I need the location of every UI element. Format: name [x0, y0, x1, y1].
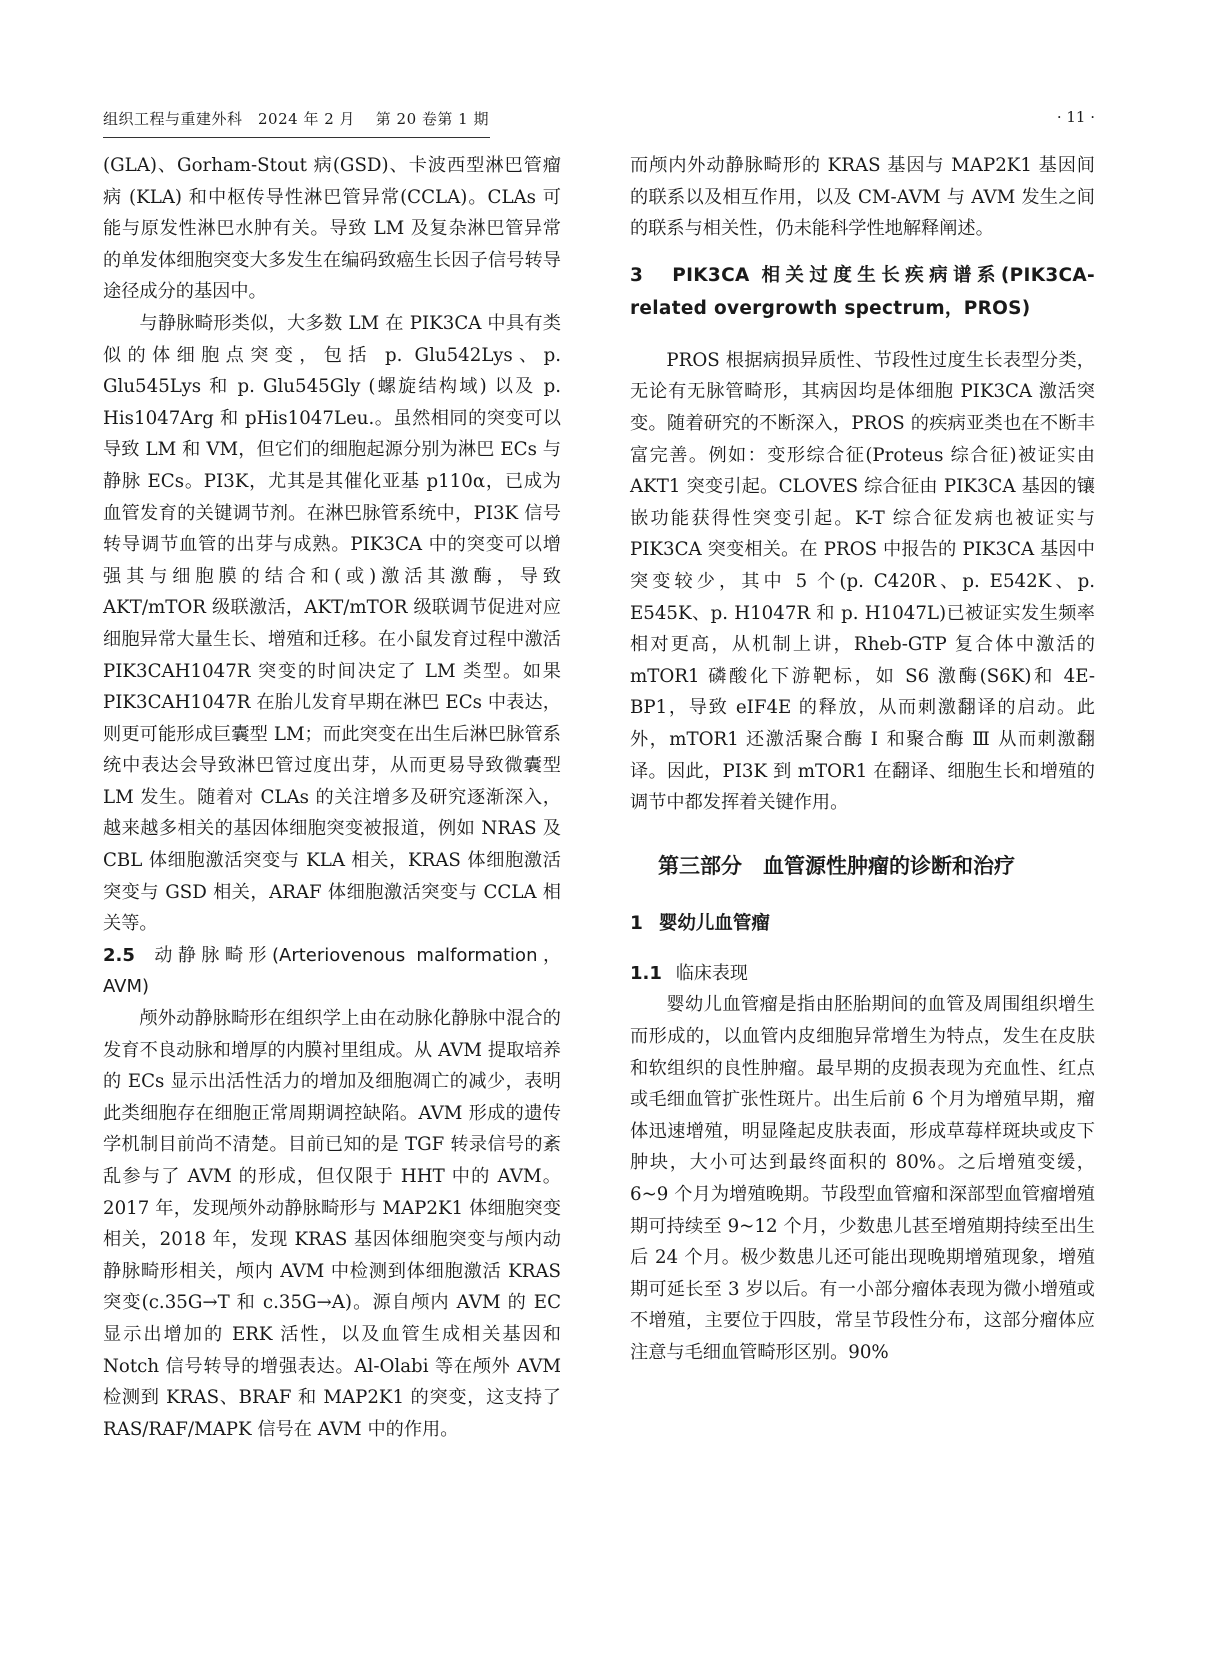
section-heading-3: 3 PIK3CA 相关过度生长疾病谱系(PIK3CA-related overgrowth spectrum，PROS) [630, 264, 1095, 319]
header-rule [103, 137, 490, 138]
section-number: 1.1 [630, 962, 662, 984]
paragraph: PROS 根据病损异质性、节段性过度生长表型分类，无论有无脉管畸形，其病因均是体细胞 PIK3CA 激活突变。随着研究的不断深入，PROS 的疾病亚类也在不断丰富完善。例如：变形综合征(Proteus 综合征)被证实由 AKT1 突变引起。CLOVES 综合征由 PIK3CA 基因的镶嵌功能获得性突变引起。K-T 综合征发病也被证实与 PIK3CA 突变相关。在 PROS 中报告的 PIK3CA 基因中突变较少，其中 5 个(p. C420R、p. E542K、p. E545K、p. H1047R 和 p. H1047L)已被证实发生频率相对更高，从机制上讲，Rheb-GTP 复合体中激活的 mTOR1 磷酸化下游靶标，如 S6 激酶(S6K)和 4E-BP1，导致 eIF4E 的释放，从而刺激翻译的启动。此外，mTOR1 还激活聚合酶 Ⅰ 和聚合酶 Ⅲ 从而刺激翻译。因此，PI3K 到 mTOR1 在翻译、细胞生长和增殖的调节中都发挥着关键作用。 [630, 349, 1095, 814]
paragraph: 婴幼儿血管瘤是指由胚胎期间的血管及周围组织增生而形成的，以血管内皮细胞异常增生为特点，发生在皮肤和软组织的良性肿瘤。最早期的皮损表现为充血性、红点或毛细血管扩张性斑片。出生后前 6 个月为增殖早期，瘤体迅速增殖，明显隆起皮肤表面，形成草莓样斑块或皮下肿块，大小可达到最终面积的 80%。之后增殖变缓，6~9 个月为增殖晚期。节段型血管瘤和深部型血管瘤增殖期可持续至 9~12 个月，少数患儿甚至增殖期持续至出生后 24 个月。极少数患儿还可能出现晚期增殖现象，增殖期可延长至 3 岁以后。有一小部分瘤体表现为微小增殖或不增殖，主要位于四肢，常呈节段性分布，这部分瘤体应注意与毛细血管畸形区别。90% [630, 994, 1095, 1363]
left-column [103, 150, 561, 1445]
section-heading-1 [630, 908, 1095, 940]
paragraph: 而颅内外动静脉畸形的 KRAS 基因与 MAP2K1 基因间的联系以及相互作用，以及 CM-AVM 与 AVM 发生之间的联系与相关性，仍未能科学性地解释阐述。 [630, 155, 1095, 240]
paragraph: 颅外动静脉畸形在组织学上由在动脉化静脉中混合的发育不良动脉和增厚的内膜衬里组成。从 AVM 提取培养的 ECs 显示出活性活力的增加及细胞凋亡的减少，表明此类细胞存在细胞正常周期调控缺陷。AVM 形成的遗传学机制目前尚不清楚。目前已知的是 TGF 转录信号的紊乱参与了 AVM 的形成，但仅限于 HHT 中的 AVM。2017 年，发现颅外动静脉畸形与 MAP2K1 体细胞突变相关，2018 年，发现 KRAS 基因体细胞突变与颅内动静脉畸形相关，颅内 AVM 中检测到体细胞激活 KRAS 突变(c.35G→T 和 c.35G→A)。源自颅内 AVM 的 EC 显示出增加的 ERK 活性，以及血管生成相关基因和 Notch 信号转导的增强表达。Al-Olabi 等在颅外 AVM 检测到 KRAS、BRAF 和 MAP2K1 的突变，这支持了 RAS/RAF/MAPK 信号在 AVM 中的作用。 [103, 1008, 561, 1440]
section-title: 临床表现 [675, 962, 748, 984]
page-number: · 11 · [1056, 108, 1095, 126]
section-number: 2.5 [103, 944, 135, 966]
part-heading: 第三部分 血管源性肿瘤的诊断和治疗 [658, 853, 1015, 878]
section-title: 动静脉畸形(Arteriovenous malformation，AVM) [103, 944, 561, 998]
paragraph: (GLA)、Gorham-Stout 病(GSD)、卡波西型淋巴管瘤病 (KLA) 和中枢传导性淋巴管异常(CCLA)。CLAs 可能与原发性淋巴水肿有关。导致 LM 及复杂淋巴管异常的单发体细胞突变大多发生在编码致癌生长因子信号转导途径成分的基因中。 [103, 155, 561, 303]
section-number: 1 [630, 913, 643, 935]
journal-info: 组织工程与重建外科 2024 年 2 月 第 20 卷第 1 期 [103, 110, 489, 128]
right-column [630, 150, 1095, 1369]
running-header [103, 108, 1095, 138]
section-heading-2-5 [103, 940, 561, 1003]
paragraph: 与静脉畸形类似，大多数 LM 在 PIK3CA 中具有类似的体细胞点突变，包括 p. Glu542Lys、p. Glu545Lys 和 p. Glu545Gly (螺旋结构域) 以及 p. His1047Arg 和 pHis1047Leu.。虽然相同的突变可以导致 LM 和 VM，但它们的细胞起源分别为淋巴 ECs 与静脉 ECs。PI3K，尤其是其催化亚基 p110α，已成为血管发育的关键调节剂。在淋巴脉管系统中，PI3K 信号转导调节血管的出芽与成熟。PIK3CA 中的突变可以增强其与细胞膜的结合和(或)激活其激酶，导致 AKT/mTOR 级联激活，AKT/mTOR 级联调节促进对应细胞异常大量生长、增殖和迁移。在小鼠发育过程中激活 PIK3CAH1047R 突变的时间决定了 LM 类型。如果 PIK3CAH1047R 在胎儿发育早期在淋巴 ECs 中表达，则更可能形成巨囊型 LM；而此突变在出生后淋巴脉管系统中表达会导致淋巴管过度出芽，从而更易导致微囊型 LM 发生。随着对 CLAs 的关注增多及研究逐渐深入，越来越多相关的基因体细胞突变被报道，例如 NRAS 及 CBL 体细胞激活突变与 KLA 相关，KRAS 体细胞激活突变与 GSD 相关，ARAF 体细胞激活突变与 CCLA 相关等。 [103, 312, 561, 935]
section-heading-1-1 [630, 958, 1095, 990]
section-title: 婴幼儿血管瘤 [658, 913, 770, 935]
